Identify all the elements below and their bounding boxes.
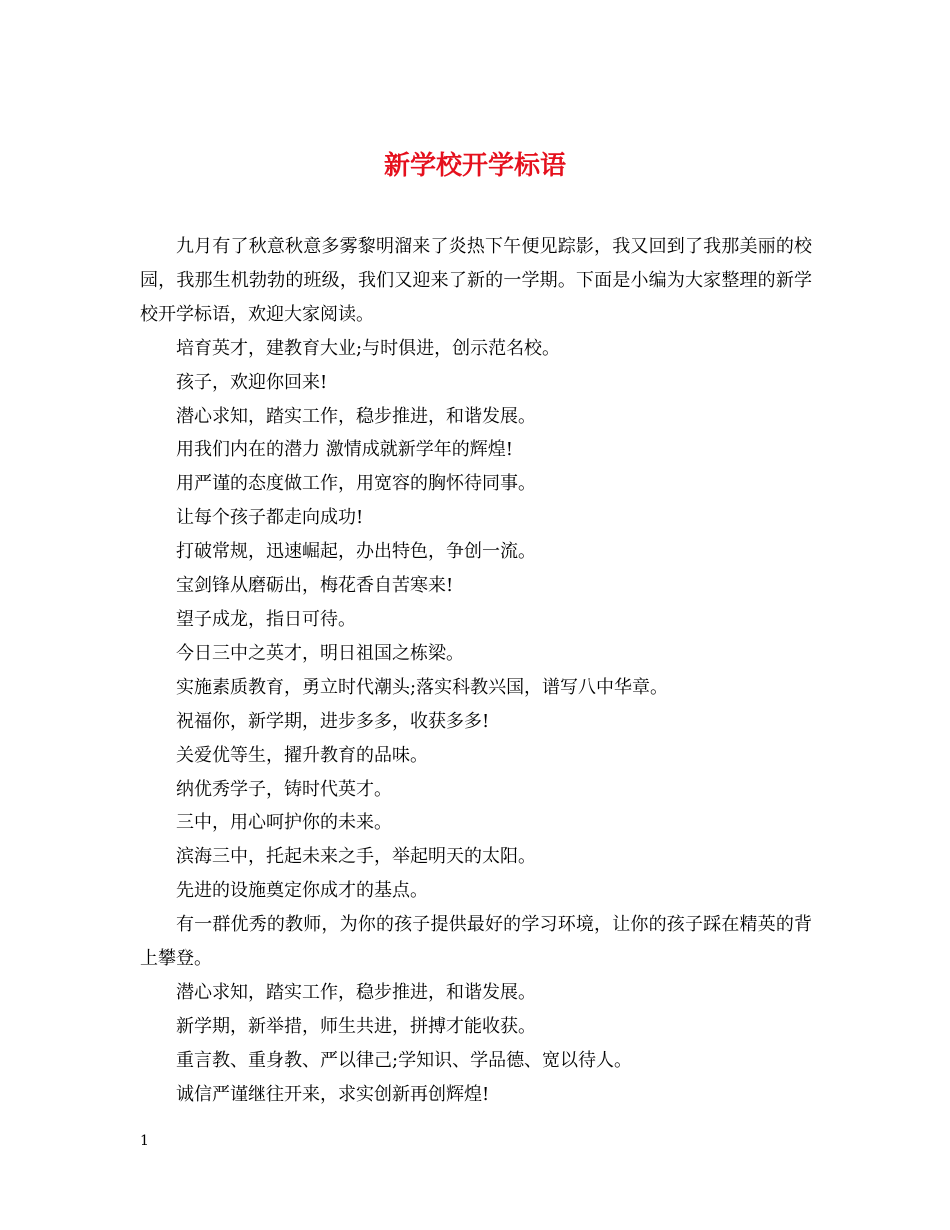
paragraph: 宝剑锋从磨砺出，梅花香自苦寒来! — [176, 575, 454, 597]
paragraph: 孩子，欢迎你回来! — [176, 371, 328, 393]
paragraph: 诚信严谨继往开来，求实创新再创辉煌! — [176, 1083, 490, 1105]
paragraph: 用严谨的态度做工作，用宽容的胸怀待同事。 — [176, 473, 536, 495]
paragraph: 三中，用心呵护你的未来。 — [176, 812, 392, 834]
paragraph: 用我们内在的潜力 激情成就新学年的辉煌! — [176, 439, 513, 461]
paragraph: 祝福你，新学期，进步多多，收获多多! — [176, 710, 490, 732]
document-body — [140, 230, 812, 1112]
paragraph: 潜心求知，踏实工作，稳步推进，和谐发展。 — [176, 405, 536, 427]
paragraph: 新学期，新举措，师生共进，拼搏才能收获。 — [176, 1015, 536, 1037]
paragraph: 潜心求知，踏实工作，稳步推进，和谐发展。 — [176, 981, 536, 1003]
paragraph: 滨海三中，托起未来之手，举起明天的太阳。 — [176, 846, 536, 868]
paragraph: 先进的设施奠定你成才的基点。 — [176, 880, 428, 902]
paragraph: 实施素质教育，勇立时代潮头;落实科教兴国，谱写八中华章。 — [176, 676, 669, 698]
paragraph: 九月有了秋意秋意多雾黎明溜来了炎热下午便见踪影，我又回到了我那美丽的校园，我那生机勃勃的班级，我们又迎来了新的一学期。下面是小编为大家整理的新学校开学标语，欢迎大家阅读。 — [140, 236, 812, 325]
paragraph: 关爱优等生，擢升教育的品味。 — [176, 744, 428, 766]
paragraph: 有一群优秀的教师，为你的孩子提供最好的学习环境，让你的孩子踩在精英的背上攀登。 — [140, 914, 812, 970]
paragraph: 望子成龙，指日可待。 — [176, 608, 356, 630]
document-title: 新学校开学标语 — [383, 151, 566, 182]
paragraph: 今日三中之英才，明日祖国之栋梁。 — [176, 642, 464, 664]
paragraph: 培育英才，建教育大业;与时俱进，创示范名校。 — [176, 337, 561, 359]
page-number: 1 — [140, 1133, 149, 1149]
paragraph: 打破常规，迅速崛起，办出特色，争创一流。 — [176, 541, 536, 563]
paragraph: 纳优秀学子，铸时代英才。 — [176, 778, 392, 800]
paragraph: 让每个孩子都走向成功! — [176, 507, 364, 529]
paragraph: 重言教、重身教、严以律己;学知识、学品德、宽以待人。 — [176, 1049, 633, 1071]
